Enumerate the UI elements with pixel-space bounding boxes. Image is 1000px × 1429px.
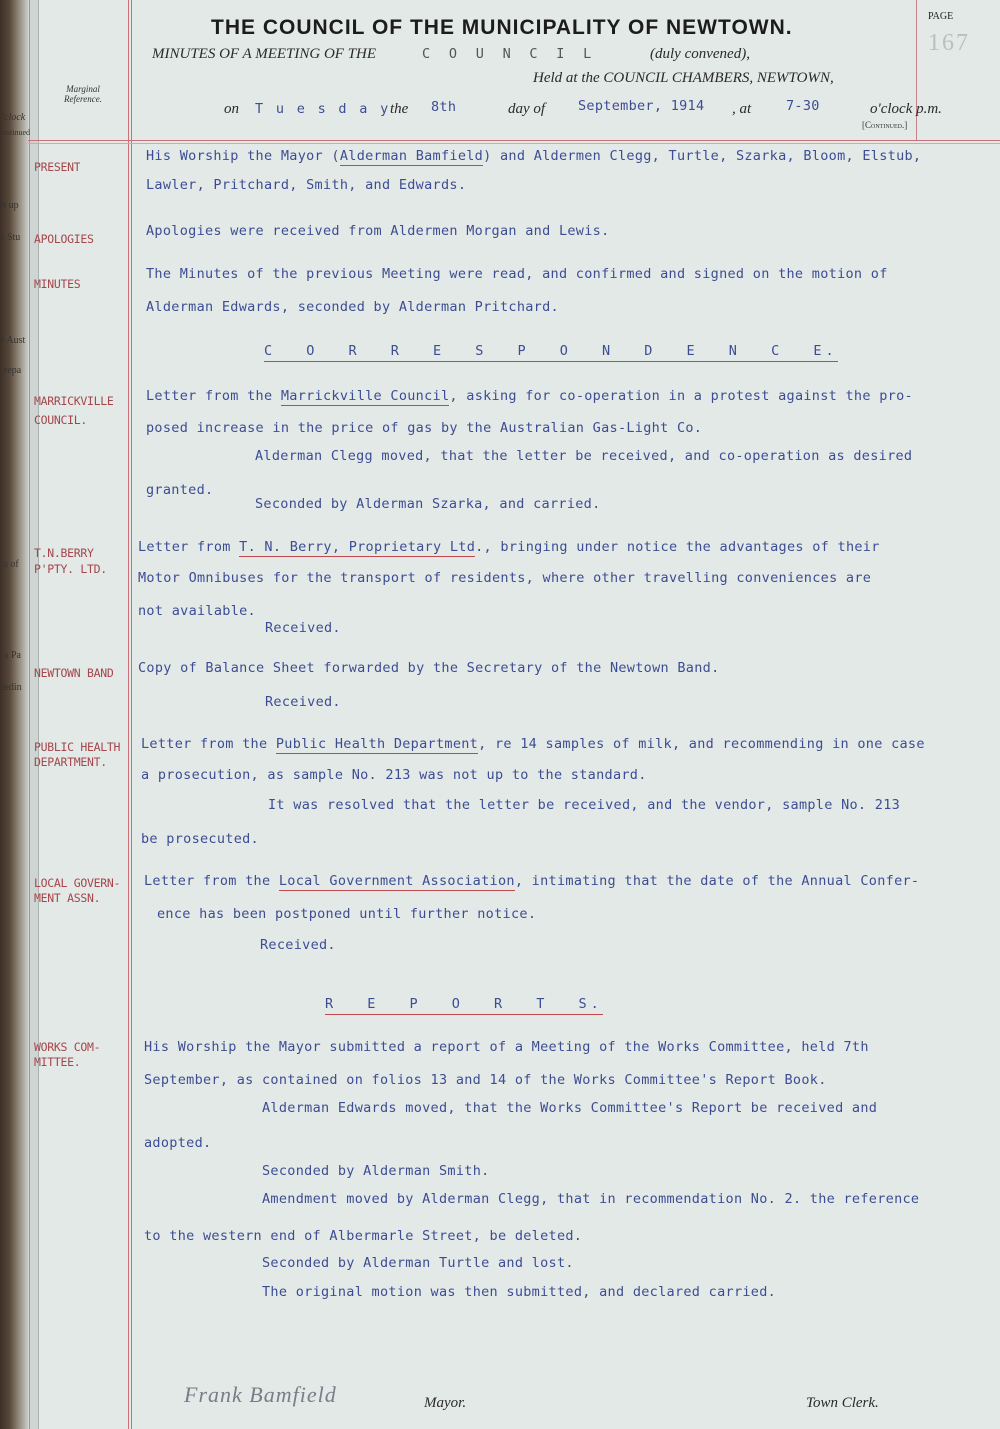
minute-text-line: be prosecuted. — [141, 831, 259, 847]
marginal-reference-label: Marginal Reference. — [64, 84, 102, 104]
marginal-reference: WORKS COM- — [34, 1040, 101, 1054]
minute-text-line: Seconded by Alderman Szarka, and carried. — [255, 496, 601, 512]
marginal-reference: P'PTY. LTD. — [34, 562, 107, 576]
left-page-fragment: s of — [4, 559, 19, 570]
held-at: Held at the COUNCIL CHAMBERS, NEWTOWN, — [533, 70, 834, 86]
minute-text-line: Alderman Clegg moved, that the letter be received, and co-operation as desired — [255, 448, 913, 464]
continued-label: [Continued.] — [862, 120, 908, 130]
marginal-reference: T.N.BERRY — [34, 546, 94, 560]
minute-text-line: a prosecution, as sample No. 213 was not up to the standard. — [141, 767, 647, 783]
minute-text-line: Motor Omnibuses for the transport of residents, where other travelling conveniences are — [138, 570, 872, 586]
minute-text-line: Seconded by Alderman Smith. — [262, 1163, 490, 1179]
marginal-reference: PRESENT — [34, 160, 81, 174]
minute-text-line: His Worship the Mayor submitted a report of a Meeting of the Works Committee, held 7th — [144, 1039, 869, 1055]
minute-text-line: ence has been postponed until further notice. — [157, 906, 537, 922]
page-number: 167 — [928, 30, 970, 56]
minute-text-line: to the western end of Albermarle Street, be deleted. — [144, 1228, 583, 1244]
marginal-reference: LOCAL GOVERN- — [34, 876, 121, 890]
at-label: , at — [732, 101, 752, 117]
minute-text-line: Letter from the Public Health Department, re 14 samples of milk, and recommending in one case — [141, 736, 925, 752]
minute-text-line: Received. — [265, 620, 341, 636]
right-margin-rule — [916, 0, 917, 140]
minute-text-line: Letter from the Local Government Association, intimating that the date of the Annual Confer- — [144, 873, 920, 889]
minute-text-line: Alderman Edwards, seconded by Alderman Pritchard. — [146, 299, 559, 315]
oclock-label: o'clock p.m. — [870, 101, 942, 117]
on-label: on — [224, 101, 239, 117]
marginal-reference: NEWTOWN BAND — [34, 666, 114, 680]
minute-text-line: His Worship the Mayor (Alderman Bamfield) and Aldermen Clegg, Turtle, Szarka, Bloom, Elstub, — [146, 148, 922, 164]
minute-text-line: Alderman Edwards moved, that the Works Committee's Report be received and — [262, 1100, 878, 1116]
the-label: the — [390, 101, 409, 117]
marginal-reference: COUNCIL. — [34, 413, 87, 427]
day-of-label: day of — [508, 101, 546, 117]
page-label: PAGE — [928, 11, 954, 22]
left-page-fragment: e Aust — [0, 335, 26, 346]
minute-text-line: Received. — [265, 694, 341, 710]
left-page-fragment: rt up — [0, 200, 19, 211]
minute-text-line: adopted. — [144, 1135, 212, 1151]
left-page-fragment: repa — [4, 365, 22, 376]
minute-text-line: Letter from T. N. Berry, Proprietary Ltd., bringing under notice the advantages of their — [138, 539, 880, 555]
header-rule-2 — [28, 143, 1000, 144]
minute-text-line: Apologies were received from Aldermen Morgan and Lewis. — [146, 223, 610, 239]
duly-convened: (duly convened), — [650, 46, 750, 62]
minute-text-line: The original motion was then submitted, and declared carried. — [262, 1284, 777, 1300]
minute-text-line: Letter from the Marrickville Council, asking for co-operation in a protest against the pro- — [146, 388, 913, 404]
left-page-fragment: 'clock — [2, 112, 26, 123]
left-page-fragment: eedin — [0, 682, 22, 693]
minute-text-line: Copy of Balance Sheet forwarded by the Secretary of the Newtown Band. — [138, 660, 720, 676]
marginal-reference: DEPARTMENT. — [34, 755, 107, 769]
left-page-fragment: e Stu — [0, 232, 21, 243]
minute-text-line: Amendment moved by Alderman Clegg, that in recommendation No. 2. the reference — [262, 1191, 920, 1207]
margin-rule-2 — [131, 0, 132, 1429]
meeting-type: C O U N C I L — [422, 46, 592, 62]
page-title: THE COUNCIL OF THE MUNICIPALITY OF NEWTOWN. — [211, 16, 793, 39]
marginal-reference: MITTEE. — [34, 1055, 81, 1069]
minute-text-line: granted. — [146, 482, 214, 498]
marginal-reference: MINUTES — [34, 277, 81, 291]
marginal-reference: MENT ASSN. — [34, 891, 101, 905]
meeting-time: 7-30 — [786, 98, 820, 114]
month-year: September, 1914 — [578, 98, 705, 114]
day-name: T u e s d a y — [255, 101, 389, 117]
town-clerk-label: Town Clerk. — [806, 1395, 879, 1411]
minute-text-line: Received. — [260, 937, 336, 953]
minutes-of-label: MINUTES OF A MEETING OF THE — [152, 46, 377, 62]
margin-rule-1 — [128, 0, 129, 1429]
marginal-reference: PUBLIC HEALTH — [34, 740, 121, 754]
left-page-fragment: a Pa — [4, 650, 21, 661]
minute-text-line: September, as contained on folios 13 and 14 of the Works Committee's Report Book. — [144, 1072, 827, 1088]
mayor-signature: Frank Bamfield — [184, 1382, 337, 1407]
section-heading: R E P O R T S. — [325, 996, 603, 1015]
marginal-reference: MARRICKVILLE — [34, 394, 114, 408]
minute-text-line: The Minutes of the previous Meeting were read, and confirmed and signed on the motion of — [146, 266, 888, 282]
left-margin-rule — [29, 0, 30, 1429]
minute-text-line: It was resolved that the letter be received, and the vendor, sample No. 213 — [268, 797, 901, 813]
minute-text-line: Lawler, Pritchard, Smith, and Edwards. — [146, 177, 467, 193]
minute-text-line: Seconded by Alderman Turtle and lost. — [262, 1255, 574, 1271]
minute-text-line: posed increase in the price of gas by the Australian Gas-Light Co. — [146, 420, 703, 436]
mayor-label: Mayor. — [424, 1395, 467, 1411]
marginal-reference: APOLOGIES — [34, 232, 94, 246]
header-rule — [28, 140, 1000, 141]
section-heading: C O R R E S P O N D E N C E. — [264, 343, 838, 362]
minute-text-line: not available. — [138, 603, 256, 619]
book-spine — [0, 0, 28, 1429]
day-number: 8th — [431, 99, 457, 115]
left-page-fragment: ontinued — [2, 128, 30, 137]
